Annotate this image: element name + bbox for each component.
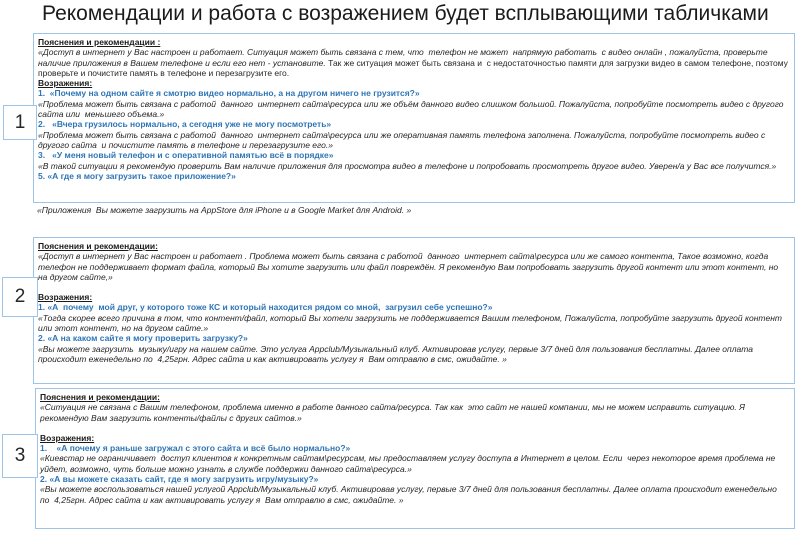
objection-3-question-1: 1. «А почему я раньше загружал с этого сайта и всё было нормально?» — [40, 443, 351, 454]
recommendations-header-1: Пояснения и рекомендации : — [38, 37, 161, 47]
objection-2-question-2: 2. «А на каком сайте я могу проверить загрузку?» — [38, 333, 248, 344]
recommendations-header-2: Пояснения и рекомендации: — [38, 241, 158, 251]
objection-1-answer-2: «Проблема может быть связана с работой данного интернет сайта\ресурса или же оперативная память телефона заполнена. Пожалуйста, попробуйте посмотреть видео с другого сайта и почистите память в телефоне и перезагрузите его.» — [38, 129, 768, 150]
objection-2-answer-1: «Тогда скорее всего причина в том, что контент/файл, который Вы хотели загрузить не поддерживается Вашим телефоном, Пожалуйста, попробуйте загрузить другой контент или этот контент, но на другом сайте.» — [38, 312, 785, 334]
step-number-2 — [2, 277, 38, 317]
objection-1-question-3: 3. «У меня новый телефон и с оперативной памятью всё в порядке» — [38, 150, 334, 161]
objection-3-question-2: 2. «А вы можете сказать сайт, где я могу загрузить игру/музыку?» — [40, 474, 319, 485]
objection-1-question-1: 1. «Почему на одном сайте я смотрю видео нормально, а на другом ничего не грузится?» — [38, 88, 420, 99]
objection-2-question-1: 1. «А почему мой друг, у которого тоже КС и который находится рядом со мной, загрузил себе успешно?» — [38, 302, 493, 313]
recommendation-box-3 — [35, 388, 795, 529]
objections-header-2: Возражения: — [38, 292, 93, 303]
recommendation-box-2 — [33, 237, 795, 384]
objection-1-question-5: 5. «А где я могу загрузить такое приложение?» — [38, 170, 236, 181]
recommendation-text-1-italic: «Доступ в интернет у Вас настроен и работает. Ситуация может быть связана с тем, что телефон не может напрямую работать с видео онлайн , пожалуйста, проверьте наличие приложения в Вашем телефоне и если его нет - установите. — [38, 47, 770, 68]
objection-3-answer-1: «Киевстар не ограничивает доступ клиентов к конкретным сайтам\ресурсам, мы предоставляем услугу доступа в Интернет в целом. Если через некоторое время проблема не уйдет, возможно, чуть больше можно узнать в службе поддержки данного сайта\ресурса.» — [40, 453, 778, 474]
objection-3-answer-2: «Вы можете воспользоваться нашей услугой Appclub/Музыкальный клуб. Активировав услугу, первые 3/7 дней для пользования бесплатны. Далее оплата происходит еженедельно по 4,25грн. Адрес сайта и как активировать услугу я Вам отправлю в смс, ожидайте. » — [40, 484, 780, 505]
appstore-note: «Приложения Вы можете загрузить на AppStore для iPhone и в Google Market для Android. » — [37, 205, 412, 215]
recommendation-text-1 — [38, 47, 791, 78]
objection-1-question-2: 2. «Вчера грузилось нормально, а сегодня уже не могу посмотреть» — [38, 119, 332, 130]
objections-header-3: Возражения: — [40, 432, 95, 443]
step-number-2-label: 2 — [14, 286, 26, 307]
objection-1-answer-3: «В такой ситуации я рекомендую проверить Вам наличие приложения для просмотра видео в телефоне и попробовать просмотреть другое видео. Уверен/а у Вас все получится.» — [38, 160, 777, 171]
recommendation-text-3: «Ситуация не связана с Вашим телефоном, проблема именно в работе данного сайта/ресурса. Так как это сайт не нашей компании, мы не можем исправить ситуацию. Я рекомендую Вам загрузить контенты/файлы с других сайтов.» — [40, 402, 748, 423]
objection-2-answer-2: «Вы можете загрузить музыку/игру на нашем сайте. Это услуга Appclub/Музыкальный клуб. Активировав услугу, первые 3/7 дней для пользования бесплатны. Далее оплата происходит еженедельно по 4,25грн. Адрес сайта и как активировать услугу я Вам отправлю в смс, ожидайте. » — [38, 343, 756, 364]
objections-header-1: Возражения: — [38, 78, 93, 89]
step-number-1-label: 1 — [14, 111, 26, 133]
recommendations-header-3: Пояснения и рекомендации: — [40, 392, 160, 402]
step-number-3 — [2, 434, 38, 478]
recommendation-text-1-regular: Так же ситуация может быть связана и с недостаточностью памяти для загрузки видео в самом телефоне, поэтому проверьте и почистите память в телефоне и перезагрузите его. — [38, 57, 791, 78]
recommendation-box-1 — [33, 33, 795, 203]
objection-1-answer-1: «Проблема может быть связана с работой данного интернет сайта\ресурса или же объём данного видео слишком большой. Пожалуйста, попробуйте посмотреть видео с другого сайта или меньшего объема.» — [38, 98, 786, 120]
slide-title: Рекомендации и работа с возражением будет всплывающими табличками — [42, 2, 769, 25]
step-number-1 — [3, 105, 37, 140]
recommendation-text-2: «Доступ в интернет у Вас настроен и работает . Проблема может быть связана с работой данного интернет сайта\ресурса или же самого контента, Такое возможно, когда телефон не поддерживает формат файла, который Вы хотите загрузить или файл повреждён. Я рекомендую Вам попробовать загрузить другой контент или этот контент, но на другом сайте,» — [38, 251, 781, 282]
step-number-3-label: 3 — [14, 445, 26, 466]
